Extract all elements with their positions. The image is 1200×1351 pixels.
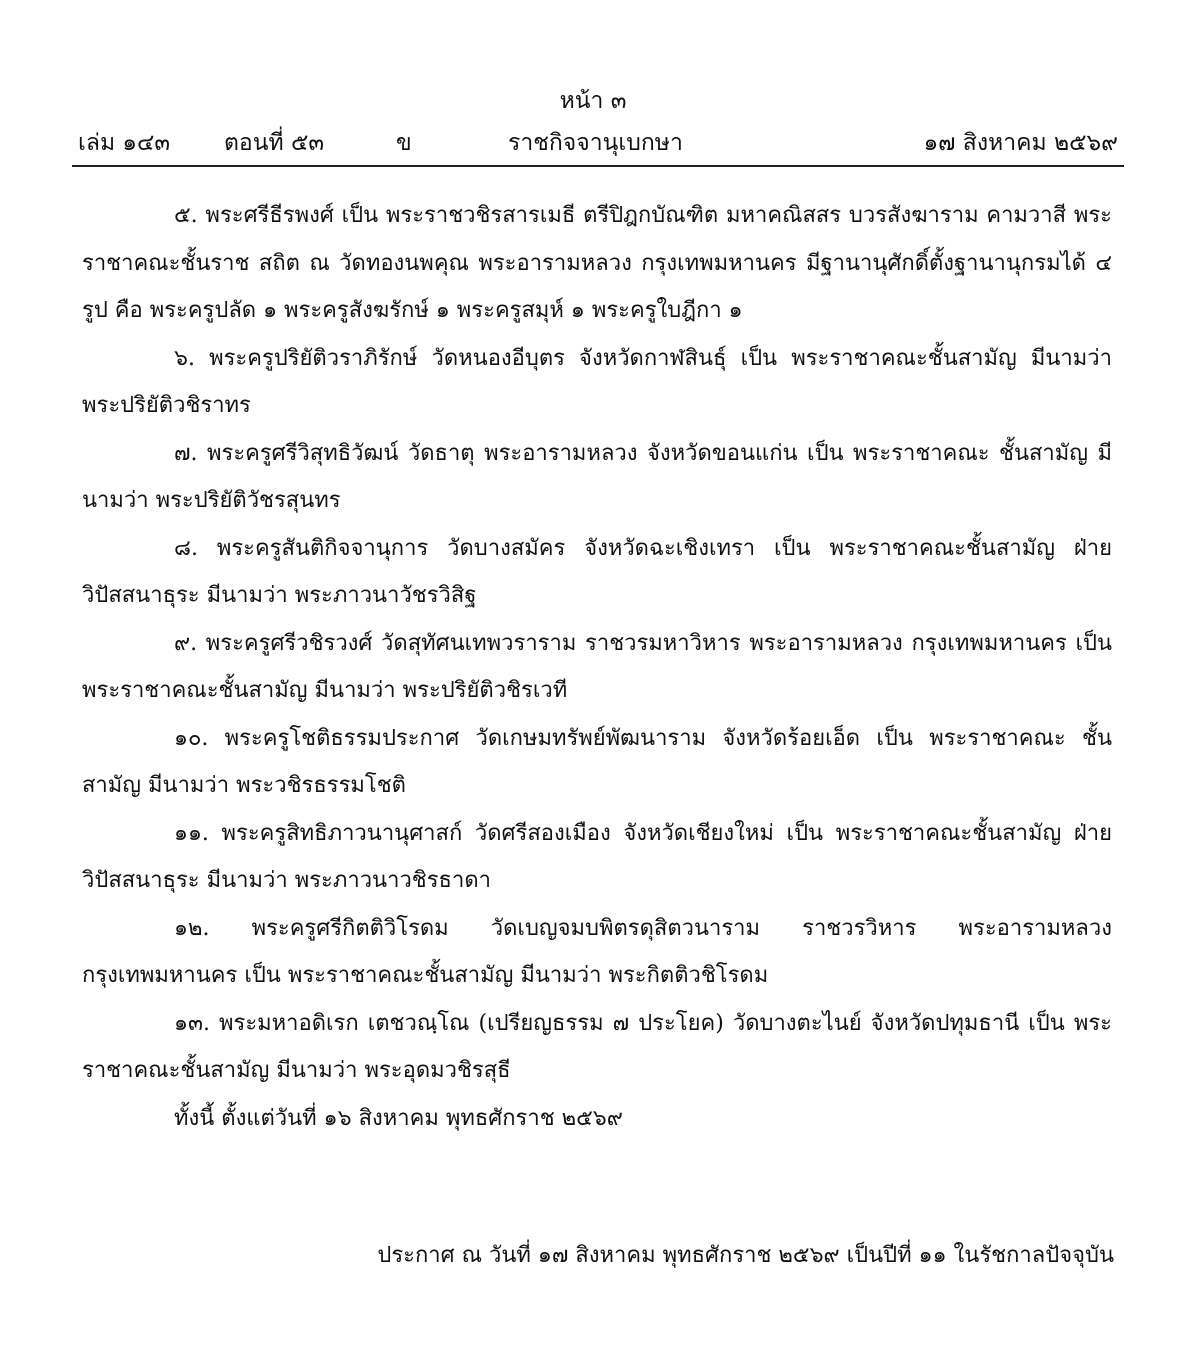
issue-label: ตอนที่ ๕๓ [224, 130, 325, 156]
appointment-item-6: ๖. พระครูปริยัติวราภิรักษ์ วัดหนองอีบุตร จังหวัดกาฬสินธุ์ เป็น พระราชาคณะชั้นสามัญ มีนามว่า พระปริยัติวชิราทร [82, 345, 1112, 418]
effective-date-statement: ทั้งนี้ ตั้งแต่วันที่ ๑๖ สิงหาคม พุทธศักราช ๒๕๖๙ [174, 1105, 623, 1131]
section-label: ข [396, 130, 412, 156]
appointment-item-8: ๘. พระครูสันติกิจจานุการ วัดบางสมัคร จังหวัดฉะเชิงเทรา เป็น พระราชาคณะชั้นสามัญ ฝ่ายวิปัสสนาธุระ มีนามว่า พระภาวนาวัชรวิสิฐ [82, 535, 1112, 608]
appointment-item-5: ๕. พระศรีธีรพงศ์ เป็น พระราชวชิรสารเมธี ตรีปิฎกบัณฑิต มหาคณิสสร บวรสังฆาราม คามวาสี พระราชาคณะชั้นราช สถิต ณ วัดทองนพคุณ พระอารามหลวง กรุงเทพมหานคร มีฐานานุศักดิ์ตั้งฐานานุกรมได้ ๔ รูป คือ พระครูปลัด ๑ พระครูสังฆรักษ์ ๑ พระครูสมุห์ ๑ พระครูใบฎีกา ๑ [82, 203, 1112, 323]
document-body [82, 192, 1112, 1142]
appointment-item-13: ๑๓. พระมหาอดิเรก เตชวณฺโณ (เปรียญธรรม ๗ ประโยค) วัดบางตะไนย์ จังหวัดปทุมธานี เป็น พระราชาคณะชั้นสามัญ มีนามว่า พระอุดมวชิรสุธี [82, 1010, 1112, 1083]
issue-date: ๑๗ สิงหาคม ๒๕๖๙ [923, 130, 1118, 156]
appointment-item-7: ๗. พระครูศรีวิสุทธิวัฒน์ วัดธาตุ พระอารามหลวง จังหวัดขอนแก่น เป็น พระราชาคณะ ชั้นสามัญ มีนามว่า พระปริยัติวัชรสุนทร [82, 440, 1112, 513]
page-number: หน้า ๓ [559, 88, 627, 114]
appointment-item-10: ๑๐. พระครูโชติธรรมประกาศ วัดเกษมทรัพย์พัฒนาราม จังหวัดร้อยเอ็ด เป็น พระราชาคณะ ชั้นสามัญ มีนามว่า พระวชิรธรรมโชติ [82, 725, 1112, 798]
appointment-item-9: ๙. พระครูศรีวชิรวงศ์ วัดสุทัศนเทพวราราม ราชวรมหาวิหาร พระอารามหลวง กรุงเทพมหานคร เป็น พระราชาคณะชั้นสามัญ มีนามว่า พระปริยัติวชิรเวที [82, 630, 1112, 703]
proclamation-line: ประกาศ ณ วันที่ ๑๗ สิงหาคม พุทธศักราช ๒๕๖๙ เป็นปีที่ ๑๑ ในรัชกาลปัจจุบัน [377, 1243, 1114, 1268]
appointment-item-11: ๑๑. พระครูสิทธิภาวนานุศาสก์ วัดศรีสองเมือง จังหวัดเชียงใหม่ เป็น พระราชาคณะชั้นสามัญ ฝ่ายวิปัสสนาธุระ มีนามว่า พระภาวนาวชิรธาดา [82, 820, 1112, 893]
volume-label: เล่ม ๑๔๓ [78, 130, 171, 156]
journal-title: ราชกิจจานุเบกษา [508, 130, 683, 156]
gazette-header [78, 124, 1118, 162]
header-divider [72, 165, 1124, 167]
appointment-item-12: ๑๒. พระครูศรีกิตติวิโรดม วัดเบญจมบพิตรดุสิตวนาราม ราชวรวิหาร พระอารามหลวง กรุงเทพมหานคร เป็น พระราชาคณะชั้นสามัญ มีนามว่า พระกิตติวชิโรดม [82, 915, 1112, 988]
